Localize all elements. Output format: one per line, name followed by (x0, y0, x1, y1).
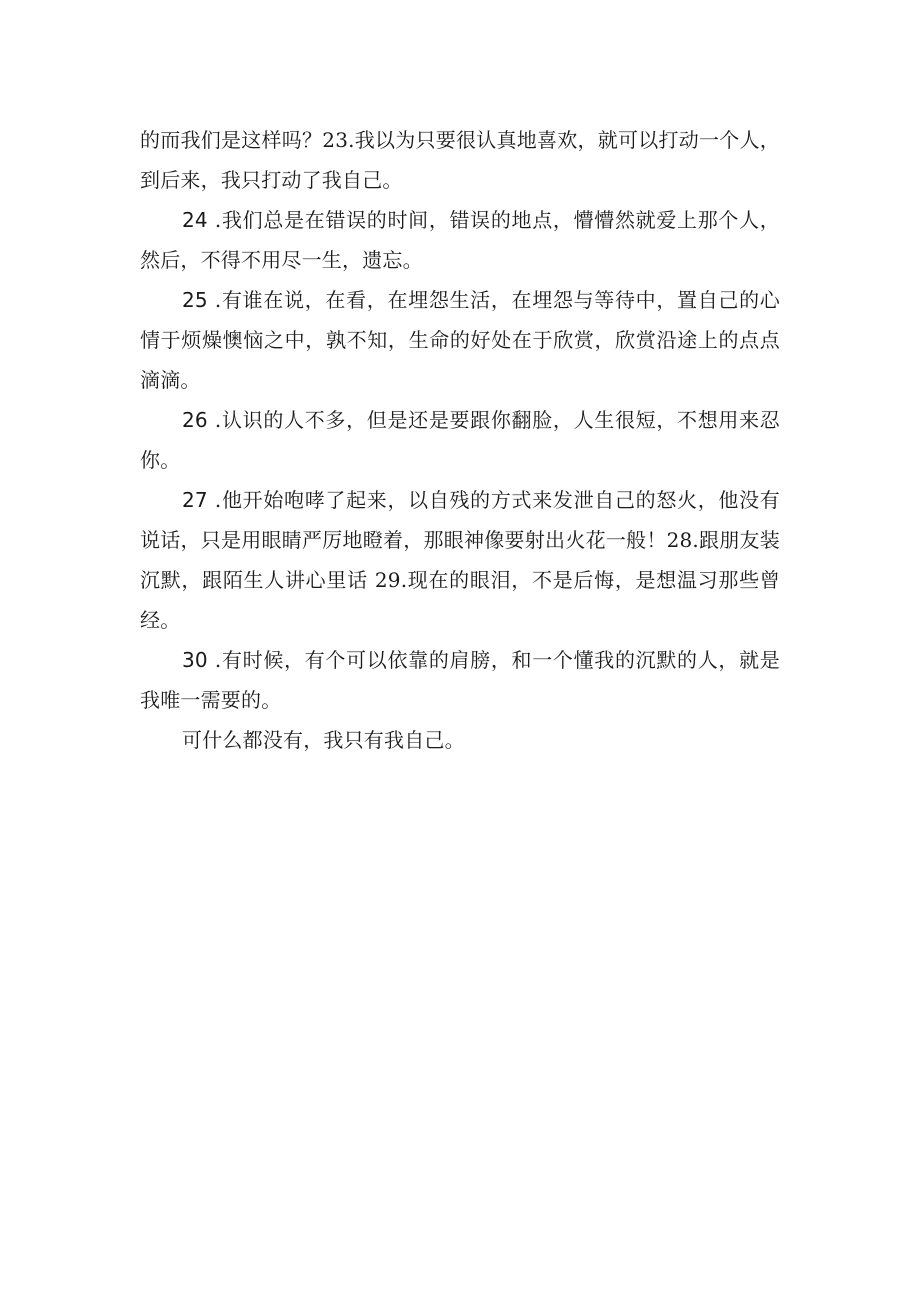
paragraph-26 (140, 400, 780, 480)
document-body (140, 120, 780, 760)
paragraph-text: 的而我们是这样吗？23.我以为只要很认真地喜欢，就可以打动一个人，到后来，我只打动了我自己。 (140, 128, 780, 192)
paragraph-number: 30 (182, 648, 208, 672)
paragraph-text: .他开始咆哮了起来，以自残的方式来发泄自己的怒火，他没有说话，只是用眼睛严厉地瞪着，那眼神像要射出火花一般！28.跟朋友装沉默，跟陌生人讲心里话 29.现在的眼泪，不是后悔，是想温习那些曾经。 (140, 488, 780, 632)
paragraph-number: 25 (182, 288, 208, 312)
paragraph-text: .我们总是在错误的时间，错误的地点，懵懵然就爱上那个人，然后，不得不用尽一生，遗忘。 (140, 208, 780, 272)
paragraph-text: .有时候，有个可以依靠的肩膀，和一个懂我的沉默的人，就是我唯一需要的。 (140, 648, 780, 712)
paragraph-text: 可什么都没有，我只有我自己。 (182, 728, 465, 752)
paragraph-25 (140, 280, 780, 400)
paragraph-27 (140, 480, 780, 640)
paragraph-text: .认识的人不多，但是还是要跟你翻脸，人生很短，不想用来忍你。 (140, 408, 780, 472)
paragraph-number: 27 (182, 488, 208, 512)
paragraph-24 (140, 200, 780, 280)
paragraph-number: 24 (182, 208, 208, 232)
paragraph-text: .有谁在说，在看，在埋怨生活，在埋怨与等待中，置自己的心情于烦燥懊恼之中，孰不知，生命的好处在于欣赏，欣赏沿途上的点点滴滴。 (140, 288, 780, 392)
paragraph-closing (140, 720, 780, 760)
paragraph-30 (140, 640, 780, 720)
paragraph-23 (140, 120, 780, 200)
paragraph-number: 26 (182, 408, 208, 432)
